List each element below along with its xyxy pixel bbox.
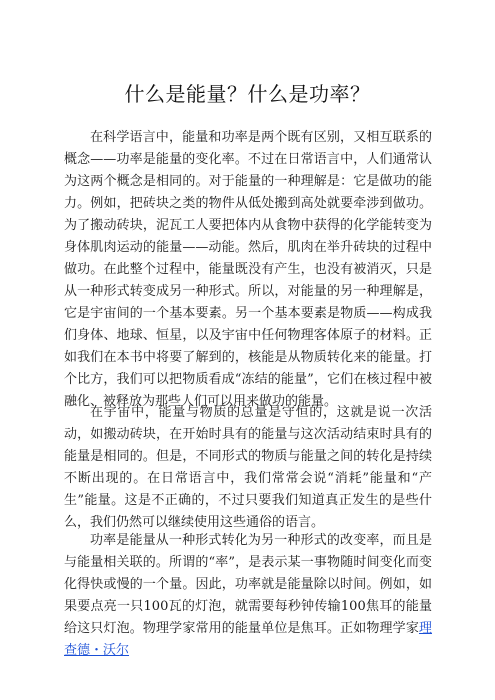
paragraph-power-definition — [64, 530, 432, 662]
paragraph-energy-definition: 在科学语言中，能量和功率是两个既有区别，又相互联系的概念——功率是能量的变化率。不过在日常语言中，人们通常认为这两个概念是相同的。对于能量的一种理解是：它是做功的能力。例如，把砖块之类的物件从低处搬到高处就要牵涉到做功。为了搬动砖块，泥瓦工人要把体内从食物中获得的化学能转变为身体肌肉运动的能量——动能。然后，肌肉在举升砖块的过程中做功。在此整个过程中，能量既没有产生，也没有被消灭，只是从一种形式转变成另一种形式。所以，对能量的另一种理解是，它是宇宙间的一个基本要素。另一个基本要素是物质——构成我们身体、地球、恒星，以及宇宙中任何物理客体原子的材料。正如我们在本书中将要了解到的，核能是从物质转化来的能量。打个比方，我们可以把物质看成“冻结的能量”，它们在核过程中被融化、被释放为那些人们可以用来做功的能量。 — [64, 130, 432, 409]
paragraph-power-text: 功率是能量从一种形式转化为另一种形式的改变率，而且是与能量相关联的。所谓的“率”，是表示某一事物随时间变化而变化得快或慢的一个量。因此，功率就是能量除以时间。例如，如果要点亮一只100瓦的灯泡，就需要每秒钟传输100焦耳的能量给这只灯泡。物理学家常用的能量单位是焦耳。正如物理学家 — [64, 533, 432, 636]
paragraph-conservation: 在宇宙中，能量与物质的总量是守恒的，这就是说一次活动，如搬动砖块，在开始时具有的能量与这次活动结束时具有的能量是相同的。但是，不同形式的物质与能量之间的转化是持续不断出现的。在日常语言中，我们常常会说“消耗”能量和“产生”能量。这是不正确的，不过只要我们知道真正发生的是些什么，我们仍然可以继续使用这些通俗的语言。 — [64, 405, 432, 530]
physicist-name-link[interactable]: 理查德・沃尔 — [64, 621, 432, 658]
page-title: 什么是能量？什么是功率？ — [124, 82, 371, 106]
